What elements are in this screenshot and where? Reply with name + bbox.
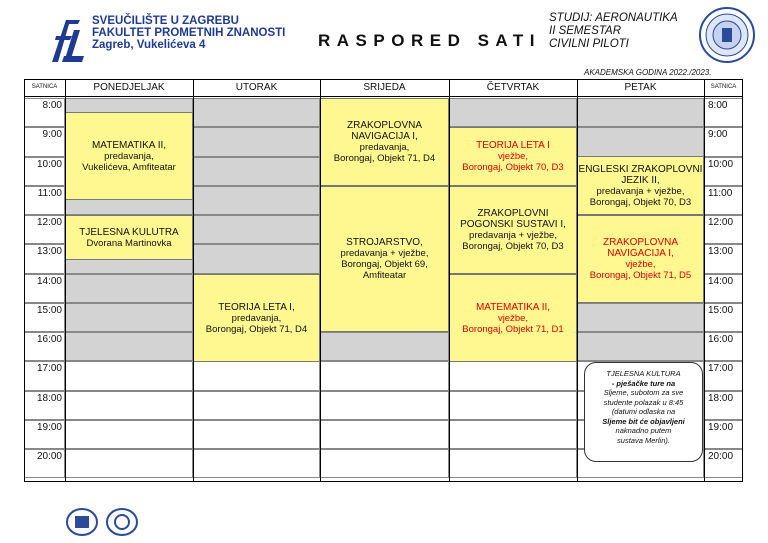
event-tjelesna-kultura[interactable]: TJELESNA KULUTRA Dvorana Martinovka (65, 215, 193, 260)
grid-cell (193, 391, 320, 420)
event-pogonski-sustavi[interactable]: ZRAKOPLOVNI POGONSKI SUSTAVI I, predavanja + vježbe, Borongaj, Objekt 70, D3 (449, 186, 577, 274)
grid-cell (449, 361, 577, 390)
time-label: 13:00 (708, 246, 734, 258)
time-label: 19:00 (36, 421, 62, 433)
grid-cell (449, 98, 577, 127)
event-matematika-vjezbe[interactable]: MATEMATIKA II, vježbe, Borongaj, Objekt 71, D1 (449, 274, 577, 362)
grid-cell (193, 157, 320, 186)
time-label: 12:00 (36, 217, 62, 228)
grid-cell (65, 391, 193, 420)
study-info: STUDIJ: AERONAUTIKA II SEMESTAR CIVILNI PILOTI (549, 12, 678, 50)
iqnet-logo-icon (106, 508, 138, 536)
certification-logo-icon (66, 508, 98, 536)
grid-cell (193, 244, 320, 273)
grid-cell (577, 98, 704, 127)
event-teorija-leta-pred[interactable]: TEORIJA LETA I, predavanja, Borongaj, Objekt 71, D4 (193, 274, 320, 362)
time-label: 10:00 (708, 158, 734, 170)
time-label: 13:00 (36, 246, 62, 258)
time-label: 14:00 (708, 275, 734, 287)
column-divider (65, 79, 66, 482)
header-tuesday: UTORAK (235, 82, 278, 93)
page-title: RASPORED SATI (318, 31, 542, 50)
grid-cell (320, 449, 449, 478)
event-matematika-pred[interactable]: MATEMATIKA II, predavanja, Vukelićeva, Amfiteatar (65, 112, 193, 200)
university-seal-icon (698, 6, 756, 64)
grid-cell (65, 303, 193, 332)
note-tjelesna-kultura: TJELESNA KULTURA - pješačke ture na Sljeme, subotom za sve studente polazak u 8:45 (datumi odlaska na Sljeme bit će objavljeni naknadno putem sustava Merlin). (584, 362, 703, 462)
grid-cell (449, 420, 577, 449)
time-label: 10:00 (36, 158, 62, 170)
time-label: 11:00 (708, 187, 733, 199)
grid-cell (320, 391, 449, 420)
event-engleski-jezik[interactable]: ENGLESKI ZRAKOPLOVNI JEZIK II, predavanja + vježbe, Borongaj, Objekt 70, D3 (577, 156, 704, 215)
time-label: 17:00 (708, 363, 734, 375)
grid-cell (193, 215, 320, 244)
header-satnica-right: SATNICA (710, 84, 737, 90)
grid-cell (65, 361, 193, 390)
grid-cell (449, 449, 577, 478)
header-wednesday: SRIJEDA (363, 82, 406, 93)
event-strojarstvo[interactable]: STROJARSTVO, predavanja + vježbe, Borongaj, Objekt 69, Amfiteatar (320, 186, 449, 332)
grid-cell (193, 127, 320, 156)
time-label: 20:00 (36, 451, 62, 462)
time-label: 20:00 (708, 451, 734, 462)
grid-cell (65, 420, 193, 449)
time-label: 8:00 (42, 100, 62, 111)
grid-cell (320, 420, 449, 449)
header-friday: PETAK (624, 82, 657, 93)
time-label: 18:00 (36, 392, 62, 404)
time-label: 16:00 (708, 334, 734, 345)
grid-cell (193, 98, 320, 127)
time-label: 18:00 (708, 392, 734, 404)
header-divider (24, 96, 743, 97)
faculty-logo-icon (36, 16, 92, 66)
academic-year: AKADEMSKA GODINA 2022./2023. (584, 68, 712, 77)
header-monday: PONEDJELJAK (93, 82, 165, 93)
grid-cell (577, 127, 704, 156)
event-teorija-leta-vjezbe[interactable]: TEORIJA LETA I vježbe, Borongaj, Objekt 70, D3 (449, 127, 577, 186)
time-label: 14:00 (36, 275, 62, 287)
column-divider (449, 79, 450, 482)
column-divider (193, 79, 194, 482)
time-label: 16:00 (36, 334, 62, 345)
time-label: 9:00 (42, 129, 62, 141)
grid-cell (65, 274, 193, 303)
grid-cell (193, 449, 320, 478)
time-label: 15:00 (708, 304, 734, 316)
event-zrakoplovna-navigacija-vjezbe[interactable]: ZRAKOPLOVNA NAVIGACIJA I, vježbe, Borongaj, Objekt 71, D5 (577, 215, 704, 303)
grid-cell (320, 332, 449, 361)
grid-cell (193, 361, 320, 390)
grid-cell (449, 391, 577, 420)
university-name: SVEUČILIŠTE U ZAGREBU FAKULTET PROMETNIH ZNANOSTI Zagreb, Vukelićeva 4 (92, 15, 286, 51)
grid-cell (193, 420, 320, 449)
grid-cell (193, 186, 320, 215)
time-label: 19:00 (708, 421, 734, 433)
time-label: 15:00 (36, 304, 62, 316)
header-thursday: ČETVRTAK (486, 82, 540, 93)
time-label: 8:00 (708, 100, 728, 111)
time-label: 12:00 (708, 217, 734, 228)
time-label: 17:00 (36, 363, 62, 375)
grid-cell (320, 361, 449, 390)
grid-cell (65, 449, 193, 478)
column-divider (320, 79, 321, 482)
time-label: 9:00 (708, 129, 728, 141)
column-divider (704, 79, 705, 482)
time-label: 11:00 (37, 187, 62, 199)
header-satnica-left: SATNICA (31, 84, 58, 90)
grid-cell (577, 332, 704, 361)
event-zrakoplovna-navigacija-pred[interactable]: ZRAKOPLOVNA NAVIGACIJA I, predavanja, Borongaj, Objekt 71, D4 (320, 98, 449, 186)
grid-cell (577, 303, 704, 332)
grid-cell (65, 332, 193, 361)
column-divider (577, 79, 578, 482)
